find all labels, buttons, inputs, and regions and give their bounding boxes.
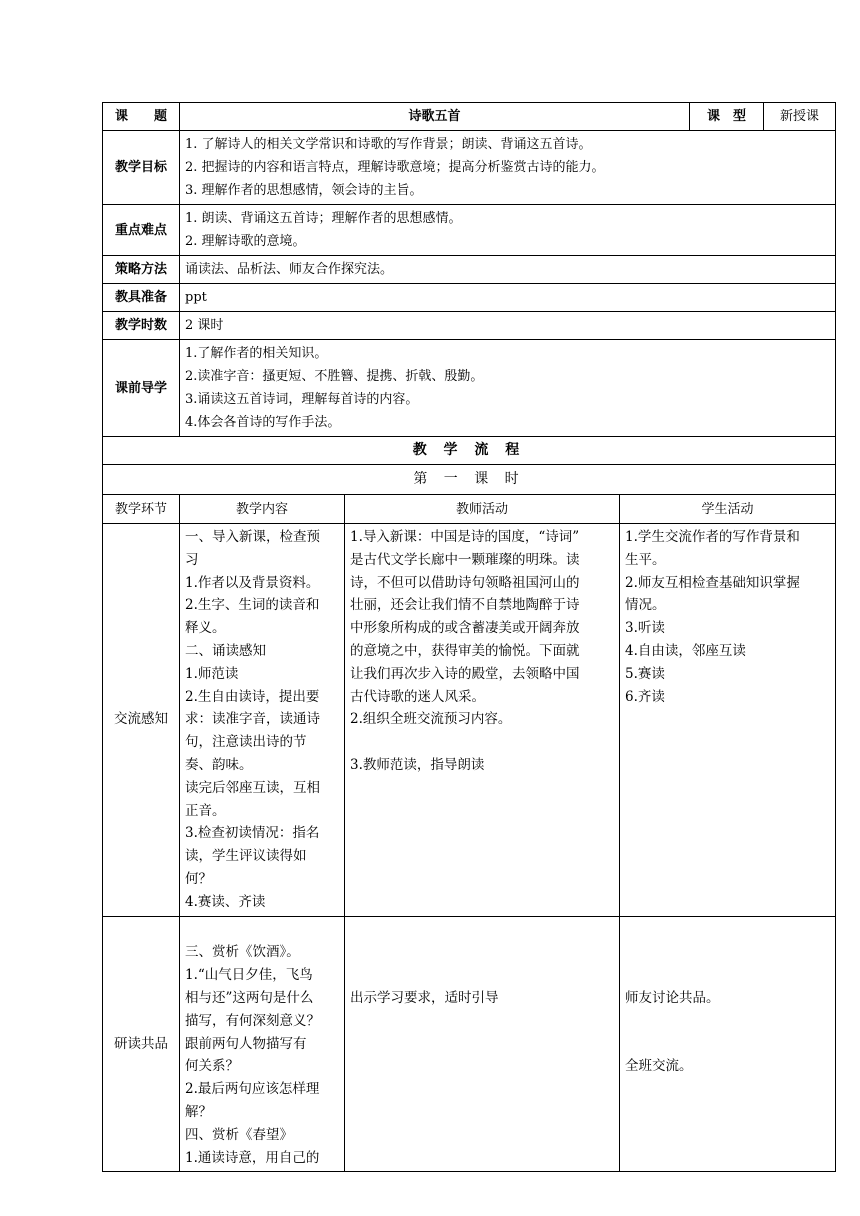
info-label: 重点难点	[103, 205, 180, 256]
content-line: 解？	[185, 1103, 212, 1120]
content-line: 释义。	[185, 620, 226, 637]
flow-header-row	[103, 495, 836, 524]
flow-title-row	[103, 437, 836, 465]
info-line: 2. 把握诗的内容和语言特点，理解诗歌意境；提高分析鉴赏古诗的能力。	[185, 160, 605, 175]
student-line: 4.自由读，邻座互读	[625, 642, 746, 659]
teacher-line: 出示学习要求，适时引导	[350, 989, 499, 1006]
teacher-line: 的意境之中，获得审美的愉悦。下面就	[350, 642, 580, 659]
column-header: 教学环节	[103, 495, 180, 524]
flow-title: 教 学 流 程	[103, 437, 836, 465]
period-title-row	[103, 465, 836, 495]
student-line: 全班交流。	[625, 1058, 693, 1075]
info-line: 2 课时	[180, 312, 836, 340]
info-label: 教具准备	[103, 284, 180, 312]
teacher-activity	[345, 524, 620, 917]
content-line: 读完后邻座互读，互相	[185, 779, 320, 796]
info-row-objectives	[103, 131, 836, 205]
topic-value: 诗歌五首	[180, 103, 690, 131]
flow-table	[102, 494, 836, 1172]
student-activity	[620, 916, 836, 1172]
student-line: 3.听读	[625, 620, 665, 637]
student-line	[625, 941, 830, 964]
content-line: 4.赛读、齐读	[185, 893, 266, 910]
info-row-preview	[103, 340, 836, 437]
info-line: ppt	[180, 284, 836, 312]
content-line: 三、赏析《饮酒》。	[185, 944, 300, 961]
teacher-activity	[345, 916, 620, 1172]
student-line: 2.师友互相检查基础知识掌握	[625, 574, 800, 591]
info-row-hours	[103, 312, 836, 340]
content-line: 四、赏析《春望》	[185, 1126, 293, 1143]
student-line	[625, 1033, 830, 1056]
content-line: 1.作者以及背景资料。	[185, 574, 320, 591]
info-row-tools	[103, 284, 836, 312]
teacher-line: 2.组织全班交流预习内容。	[350, 711, 512, 728]
student-line	[625, 919, 830, 942]
teacher-line	[350, 941, 614, 964]
stage-content	[180, 524, 345, 917]
content-line	[185, 919, 339, 942]
info-line: 3. 理解作者的思想感情，领会诗的主旨。	[185, 183, 423, 198]
lesson-table	[102, 102, 836, 495]
content-line: 1.通读诗意，用自己的	[185, 1149, 320, 1166]
content-line: 何？	[185, 870, 212, 887]
info-label: 教学时数	[103, 312, 180, 340]
content-line: 句，注意读出诗的节	[185, 734, 307, 751]
content-line: 1.师范读	[185, 665, 239, 682]
teacher-line: 壮丽，还会让我们情不自禁地陶醉于诗	[350, 597, 580, 614]
student-line: 师友讨论共品。	[625, 989, 720, 1006]
info-line: 2.读准字音：搔更短、不胜簪、提携、折戟、殷勤。	[185, 369, 484, 384]
info-label: 课前导学	[103, 340, 180, 437]
content-line: 描写，有何深刻意义？	[185, 1012, 320, 1029]
stage-name: 交流感知	[103, 524, 180, 917]
info-line: 1.了解作者的相关知识。	[185, 346, 328, 361]
content-line: 二、诵读感知	[185, 642, 266, 659]
content-line: 读，学生评议读得如	[185, 848, 307, 865]
info-line: 4.体会各首诗的写作手法。	[185, 415, 341, 430]
type-value: 新授课	[764, 103, 836, 131]
column-header: 教学内容	[180, 495, 345, 524]
topic-label: 课 题	[103, 103, 180, 131]
info-row-methods	[103, 256, 836, 284]
stage-name: 研读共品	[103, 916, 180, 1172]
student-activity	[620, 524, 836, 917]
teacher-line: 3.教师范读，指导朗读	[350, 756, 485, 773]
content-line: 奏、韵味。	[185, 756, 253, 773]
column-header: 学生活动	[620, 495, 836, 524]
flow-row-stage2	[103, 916, 836, 1172]
content-line: 2.生字、生词的读音和	[185, 597, 320, 614]
student-line	[625, 964, 830, 987]
student-line: 1.学生交流作者的写作背景和	[625, 529, 800, 545]
content-line: 求：读准字音，读通诗	[185, 711, 320, 728]
teacher-line: 让我们再次步入诗的殿堂，去领略中国	[350, 665, 580, 682]
info-line: 3.诵读这五首诗词，理解每首诗的内容。	[185, 392, 419, 407]
content-line: 1.“山气日夕佳，飞鸟	[185, 967, 313, 984]
student-line: 5.赛读	[625, 665, 665, 682]
content-line: 跟前两句人物描写有	[185, 1035, 307, 1052]
info-label: 策略方法	[103, 256, 180, 284]
student-line	[625, 1010, 830, 1033]
info-line: 1. 朗读、背诵这五首诗；理解作者的思想感情。	[185, 211, 462, 226]
teacher-line: 中形象所构成的或含蓄凄美或开阔奔放	[350, 620, 580, 637]
content-line: 正音。	[185, 802, 226, 819]
content-line: 何关系？	[185, 1058, 239, 1075]
teacher-line: 古代诗歌的迷人风采。	[350, 688, 485, 705]
content-line: 2.最后两句应该怎样理	[185, 1081, 320, 1098]
teacher-line	[350, 919, 614, 942]
lesson-plan	[102, 102, 835, 1172]
student-line: 生平。	[625, 551, 666, 568]
student-line: 6.齐读	[625, 688, 665, 705]
content-line: 3.检查初读情况：指名	[185, 825, 320, 842]
header-row	[103, 103, 836, 131]
teacher-line	[350, 964, 614, 987]
stage-content	[180, 916, 345, 1172]
info-label: 教学目标	[103, 131, 180, 205]
type-label: 课 型	[690, 103, 764, 131]
teacher-line: 诗，不但可以借助诗句领略祖国河山的	[350, 574, 580, 591]
info-line: 1. 了解诗人的相关文学常识和诗歌的写作背景；朗读、背诵这五首诗。	[185, 137, 592, 152]
content-line: 习	[185, 551, 199, 568]
teacher-line	[350, 731, 614, 754]
content-line: 一、导入新课，检查预	[185, 529, 320, 545]
flow-row-stage1	[103, 524, 836, 917]
content-line: 相与还”这两句是什么	[185, 989, 314, 1006]
info-line: 2. 理解诗歌的意境。	[185, 234, 306, 249]
student-line: 情况。	[625, 597, 666, 614]
teacher-line: 是古代文学长廊中一颗璀璨的明珠。读	[350, 551, 580, 568]
content-line: 2.生自由读诗，提出要	[185, 688, 320, 705]
info-row-keypoints	[103, 205, 836, 256]
info-line: 诵读法、品析法、师友合作探究法。	[180, 256, 836, 284]
teacher-line: 1.导入新课：中国是诗的国度，“诗词”	[350, 529, 580, 545]
period-title: 第 一 课 时	[103, 465, 836, 495]
column-header: 教师活动	[345, 495, 620, 524]
